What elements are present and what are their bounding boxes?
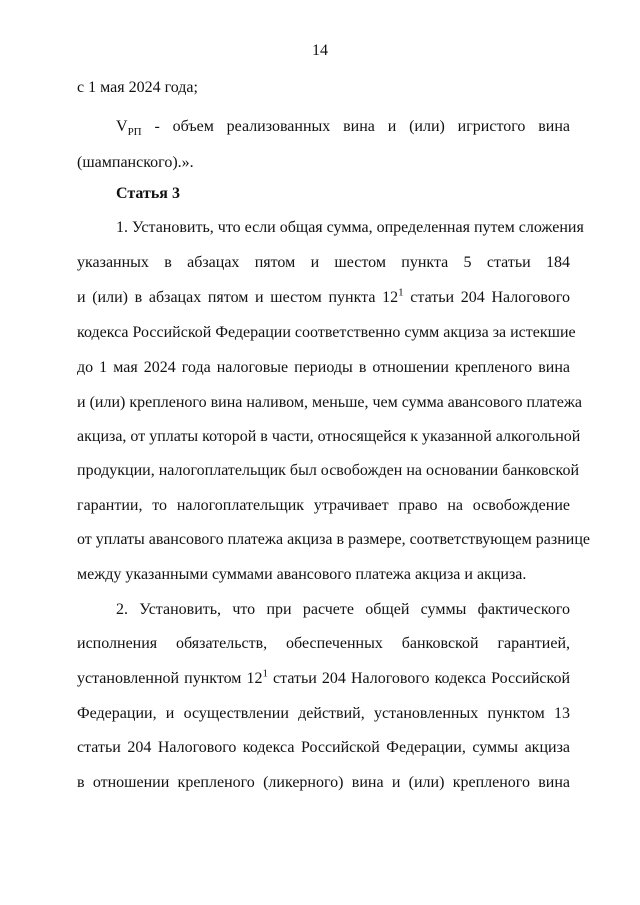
paragraph-line: кодекса Российской Федерации соответственно сумм акциза за истекшие [77, 324, 576, 341]
paragraph-line: от уплаты авансового платежа акциза в размере, соответствующем разнице [77, 531, 591, 548]
paragraph-line: 2. Установить, что при расчете общей суммы фактического [116, 601, 570, 618]
article-heading: Статья 3 [116, 185, 180, 202]
paragraph-line: статьи 204 Налогового кодекса Российской Федерации, суммы акциза [77, 739, 570, 756]
paragraph-line: продукции, налогоплательщик был освобожден на основании банковской [77, 462, 580, 479]
text-line: (шампанского).». [77, 154, 194, 171]
paragraph-line: 1. Установить, что если общая сумма, определенная путем сложения [116, 219, 584, 236]
paragraph-line: акциза, от уплаты которой в части, относящейся к указанной алкогольной [77, 428, 581, 445]
page-number: 14 [312, 42, 328, 59]
paragraph-line: Федерации, и осуществлении действий, установленных пунктом 13 [77, 705, 570, 722]
superscript: 1 [398, 286, 404, 299]
paragraph-line: гарантии, то налогоплательщик утрачивает право на освобождение [77, 497, 570, 514]
paragraph-line: и (или) в абзацах пятом и шестом пункта $12^1$ статьи 204 Налогового [77, 286, 571, 306]
paragraph-line: между указанными суммами авансового платежа акциза и акциза. [77, 566, 527, 583]
paragraph-line: установленной пунктом $12^1$ статьи 204 Налогового кодекса Российской [77, 667, 571, 687]
paragraph-line: до 1 мая 2024 года налоговые периоды в отношении крепленого вина [77, 359, 570, 376]
paragraph-line: указанных в абзацах пятом и шестом пункта 5 статьи 184 [77, 254, 570, 271]
formula-definition-line [116, 117, 570, 137]
paragraph-line: в отношении крепленого (ликерного) вина и (или) крепленого вина [77, 774, 570, 791]
paragraph-line: исполнения обязательств, обеспеченных банковской гарантией, [77, 635, 570, 652]
formula-definition-text: - объем реализованных вина и (или) игристого вина [141, 118, 570, 135]
formula-symbol: V [116, 118, 128, 135]
paragraph-line: и (или) крепленого вина наливом, меньше, чем сумма авансового платежа [77, 394, 582, 411]
superscript: 1 [262, 667, 268, 680]
text-line: с 1 мая 2024 года; [77, 79, 198, 96]
formula-symbol-subscript: РП [127, 126, 142, 139]
